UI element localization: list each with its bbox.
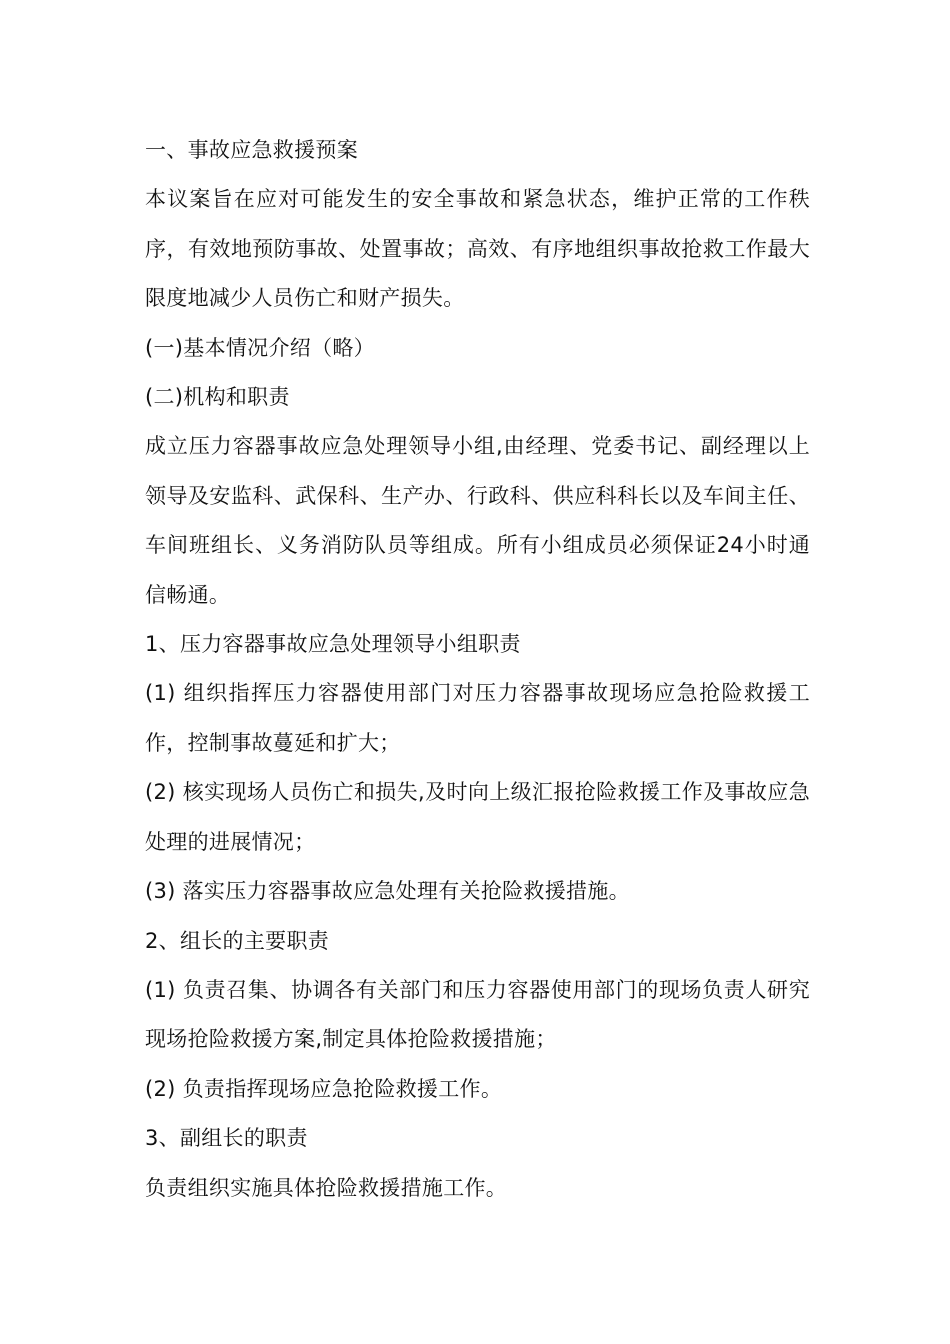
paragraph-leadership-group: 成立压力容器事故应急处理领导小组,由经理、党委书记、副经理以上领导及安监科、武保科、生产办、行政科、供应科科长以及车间主任、车间班组长、义务消防队员等组成。所有小组成员必须保证24小时通信畅通。: [145, 434, 810, 607]
list-item-duty-2: (2) 核实现场人员伤亡和损失,及时向上级汇报抢险救援工作及事故应急处理的进展情况；: [145, 780, 810, 854]
subheading-basic-info: (一)基本情况介绍（略）: [145, 335, 375, 360]
list-item-leader-duty-1: (1) 负责召集、协调各有关部门和压力容器使用部门的现场负责人研究现场抢险救援方案,制定具体抢险救援措施；: [145, 977, 810, 1052]
document-body: [145, 126, 810, 1213]
heading-leader-duties: 2、组长的主要职责: [145, 928, 330, 953]
subheading-organization: (二)机构和职责: [145, 385, 290, 410]
paragraph-deputy-duties: 负责组织实施具体抢险救援措施工作。: [145, 1175, 508, 1200]
heading-deputy-duties: 3、副组长的职责: [145, 1126, 308, 1151]
list-item-leader-duty-2: (2) 负责指挥现场应急抢险救援工作。: [145, 1076, 503, 1101]
paragraph-purpose: 本议案旨在应对可能发生的安全事故和紧急状态，维护正常的工作秩序，有效地预防事故、处置事故；高效、有序地组织事故抢救工作最大限度地减少人员伤亡和财产损失。: [145, 187, 810, 311]
list-item-duty-1: (1) 组织指挥压力容器使用部门对压力容器事故现场应急抢险救援工作，控制事故蔓延和扩大；: [145, 681, 810, 755]
heading-group-duties: 1、压力容器事故应急处理领导小组职责: [145, 632, 521, 657]
list-item-duty-3: (3) 落实压力容器事故应急处理有关抢险救援措施。: [145, 879, 630, 904]
section-heading-emergency-plan: 一、事故应急救援预案: [145, 138, 358, 162]
